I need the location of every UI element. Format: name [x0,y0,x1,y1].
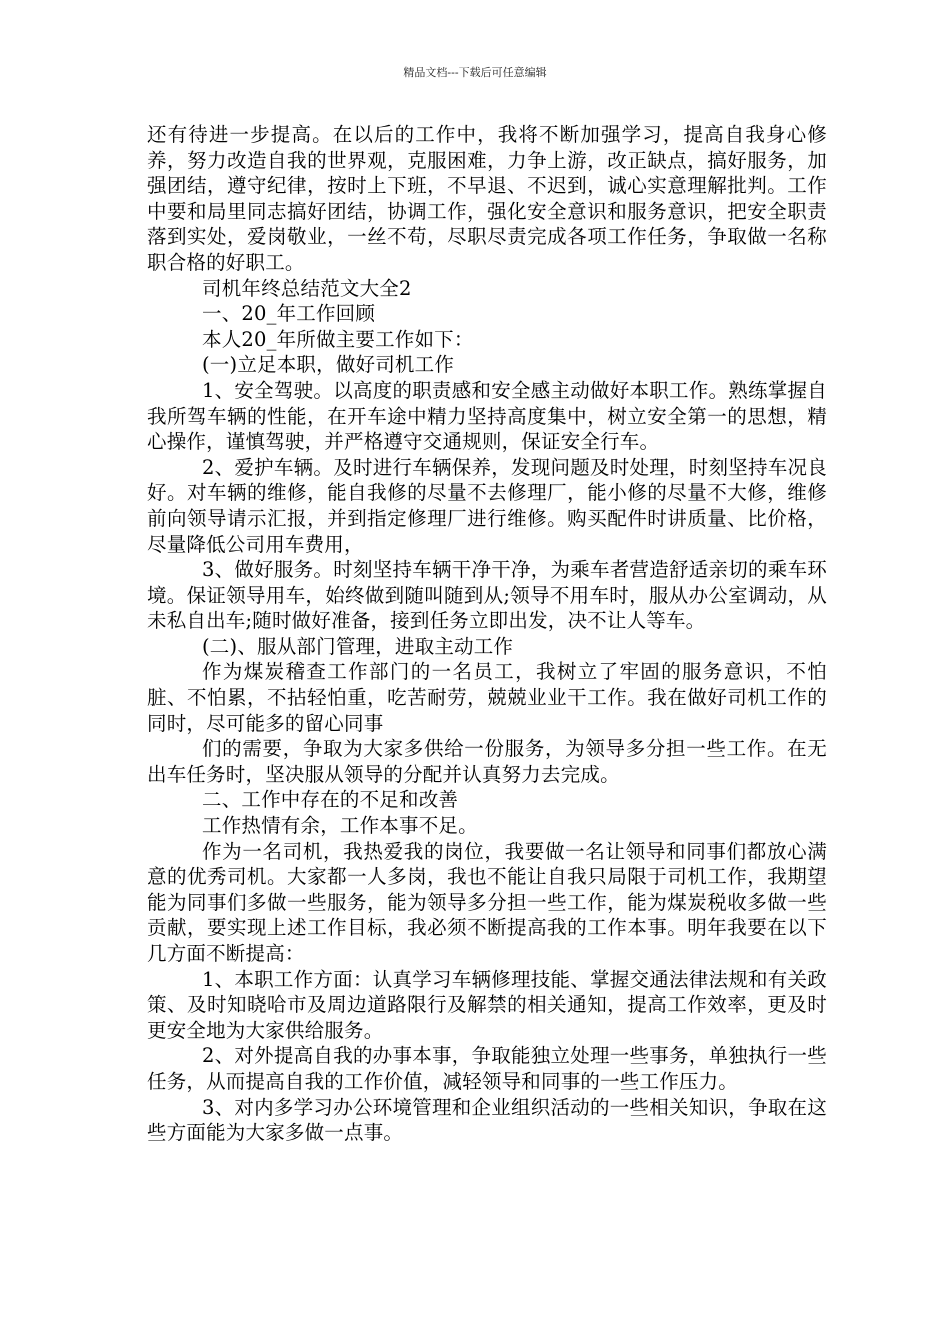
paragraph: 还有待进一步提高。在以后的工作中，我将不断加强学习，提高自我身心修养，努力改造自我的世界观，克服困难，力争上游，改正缺点，搞好服务，加强团结，遵守纪律，按时上下班，不早退、不迟到，诚心实意理解批判。工作中要和局里同志搞好团结，协调工作，强化安全意识和服务意识，把安全职责落到实处，爱岗敬业，一丝不苟，尽职尽责完成各项工作任务，争取做一名称职合格的好职工。 [147,123,827,274]
paragraph: 作为煤炭稽查工作部门的一名员工，我树立了牢固的服务意识，不怕脏、不怕累，不拈轻怕重，吃苦耐劳，兢兢业业干工作。我在做好司机工作的同时，尽可能多的留心同事 [147,660,827,735]
paragraph: 1、安全驾驶。以高度的职责感和安全感主动做好本职工作。熟练掌握自我所驾车辆的性能，在开车途中精力坚持高度集中，树立安全第一的思想，精心操作，谨慎驾驶，并严格遵守交通规则，保证安全行车。 [147,378,827,454]
paragraph: 3、做好服务。时刻坚持车辆干净干净，为乘车者营造舒适亲切的乘车环境。保证领导用车，始终做到随叫随到从;领导不用车时，服从办公室调动，从未私自出车;随时做好准备，接到任务立即出发，决不让人等车。 [147,558,827,633]
paragraph: 本人20_年所做主要工作如下： [202,327,474,351]
section-title: 司机年终总结范文大全2 [202,276,412,300]
document-body [147,122,827,1146]
paragraph: 2、爱护车辆。及时进行车辆保养，发现问题及时处理，时刻坚持车况良好。对车辆的维修，能自我修的尽量不去修理厂，能小修的尽量不大修，维修前向领导请示汇报，并到指定修理厂进行维修。购买配件时讲质量、比价格，尽量降低公司用车费用， [147,455,827,556]
paragraph: 们的需要，争取为大家多供给一份服务，为领导多分担一些工作。在无出车任务时，坚决服从领导的分配并认真努力去完成。 [147,737,827,786]
paragraph: 作为一名司机，我热爱我的岗位，我要做一名让领导和同事们都放心满意的优秀司机。大家都一人多岗，我也不能让自我只局限于司机工作，我期望能为同事们多做一些服务，能为领导多分担一些工作，能为煤炭税收多做一些贡献，要实现上述工作目标，我必须不断提高我的工作本事。明年我要在以下几方面不断提高： [147,839,827,965]
paragraph: 1、本职工作方面：认真学习车辆修理技能、掌握交通法律法规和有关政策、及时知晓哈市及周边道路限行及解禁的相关通知，提高工作效率，更及时更安全地为大家供给服务。 [147,967,827,1042]
subsection-heading: (二)、服从部门管理，进取主动工作 [202,634,514,658]
paragraph: 3、对内多学习办公环境管理和企业组织活动的一些相关知识，争取在这些方面能为大家多做一点事。 [147,1095,827,1145]
page-header: 精品文档---下载后可任意编辑 [403,66,547,79]
section-heading: 一、20_年工作回顾 [202,302,376,326]
section-heading: 二、工作中存在的不足和改善 [202,788,459,812]
subsection-heading: (一)立足本职，做好司机工作 [202,353,455,377]
paragraph: 工作热情有余，工作本事不足。 [202,814,478,838]
paragraph: 2、对外提高自我的办事本事，争取能独立处理一些事务，单独执行一些任务，从而提高自我的工作价值，减轻领导和同事的一些工作压力。 [147,1044,827,1093]
